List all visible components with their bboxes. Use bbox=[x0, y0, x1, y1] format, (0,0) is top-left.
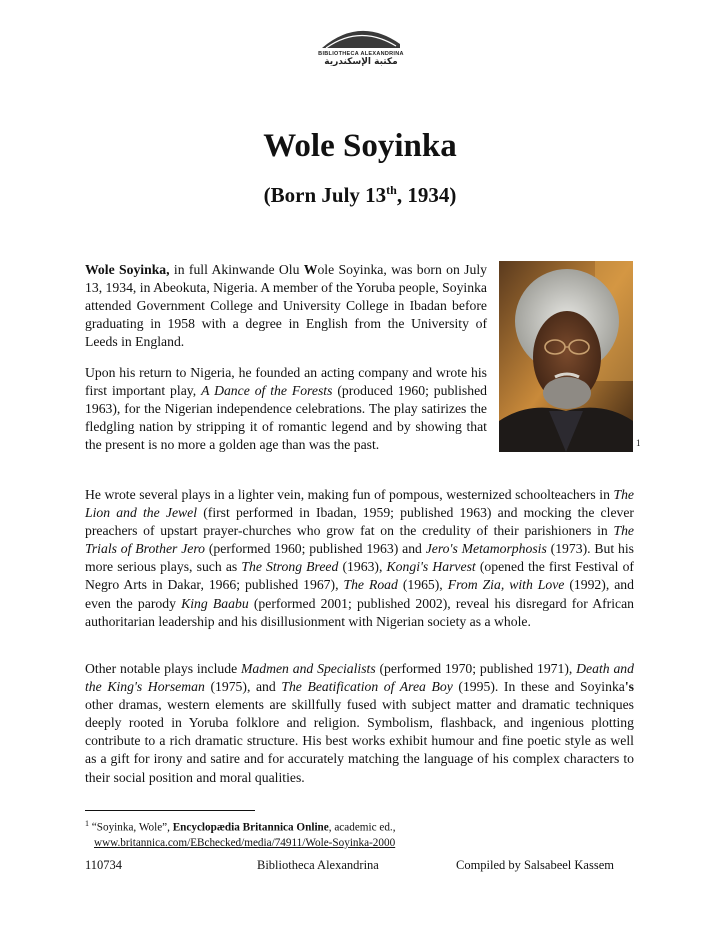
p4-text: (performed 1970; published 1971), bbox=[375, 661, 577, 676]
library-logo bbox=[296, 22, 426, 78]
footnote-link[interactable]: www.britannica.com/EBchecked/media/74911/Wole-Soyinka-2000 bbox=[94, 836, 396, 849]
p3-text: (1963), bbox=[338, 559, 387, 575]
p3-text: (performed 1960; published 1963) and bbox=[205, 541, 426, 557]
p3-text: (performed 2001; published 2002), reveal his disregard for African authoritarian leadership and his disillusionment with Nigerian society as a whole. bbox=[85, 595, 634, 629]
footnote-source: Encyclopædia Britannica Online bbox=[172, 821, 329, 834]
p2-play-title: A Dance of the Forests bbox=[201, 383, 333, 399]
p1-text-2: ole Soyinka, was born on July 13, 1934, in Abeokuta, Nigeria. A member of the Yoruba people, Soyinka attended Government College and University College in Ibadan before graduating in 1958 with a degree in English from the University of Leeds in England. bbox=[85, 262, 487, 350]
p1-bold-name: Wole Soyinka, bbox=[85, 262, 170, 277]
p3-play-title: The Trials of Brother Jero bbox=[85, 523, 634, 557]
paragraph-plays bbox=[85, 486, 634, 631]
footnote-number: 1 bbox=[85, 819, 89, 828]
p3-text: (1992), and even the parody bbox=[85, 577, 634, 611]
logo-english-text: BIBLIOTHECA ALEXANDRINA bbox=[318, 51, 404, 57]
page-title: Wole Soyinka bbox=[263, 128, 457, 164]
p4-play-title: The Beatification of Area Boy bbox=[281, 679, 453, 695]
photo-footnote-marker: 1 bbox=[636, 438, 641, 448]
footnote-text: , academic ed., bbox=[328, 821, 396, 834]
subtitle-sup: th bbox=[386, 183, 397, 197]
p2-text-2: (produced 1960; published 1963), for the Nigerian independence celebrations. The play satirizes the fledgling nation by stripping it of romantic legend and by showing that the present is no more a golden age than was the past. bbox=[85, 383, 488, 453]
footnote-divider bbox=[85, 810, 255, 811]
p4-text: Other notable plays include bbox=[85, 661, 241, 676]
p3-play-title: Jero's Metamorphosis bbox=[425, 541, 547, 557]
p3-text: He wrote several plays in a lighter vein, making fun of pompous, westernized schoolteachers in bbox=[85, 487, 614, 502]
footnote-text: “Soyinka, Wole”, bbox=[89, 821, 173, 834]
p4-play-title: Death and the King's Horseman bbox=[85, 661, 634, 695]
p1-bold-w: W bbox=[303, 262, 318, 277]
paragraph-return bbox=[85, 364, 487, 454]
p3-text: (opened the first Festival of Negro Arts in Dakar, 1966; published 1967), bbox=[85, 559, 634, 593]
p3-text: (1973). But his more serious plays, such as bbox=[85, 541, 634, 575]
p4-text: other dramas, western elements are skillfully fused with subject matter and dramatic techniques deeply rooted in Yoruba folklore and religion. Symbolism, flashback, and ingenious plotting contribute to a rich dramatic structure. His best works exhibit humour and fine poetic style as well as a gift for irony and satire and for accurately matching the language of his complex characters to their social position and moral qualities. bbox=[85, 697, 634, 785]
paragraph-notable-plays bbox=[85, 660, 634, 787]
p3-text: (1965), bbox=[397, 577, 448, 593]
subtitle-prefix: (Born July 13 bbox=[263, 183, 387, 207]
logo-disc-icon bbox=[316, 22, 406, 50]
p3-play-title: From Zia, with Love bbox=[447, 577, 565, 593]
p1-text: in full Akinwande Olu bbox=[169, 262, 304, 277]
page-subtitle bbox=[0, 183, 720, 208]
subtitle-suffix: , 1934) bbox=[396, 183, 457, 207]
p4-text: (1995). In these and Soyinka bbox=[452, 679, 625, 695]
p3-text: (first performed in Ibadan, 1959; published 1963) and mocking the clever preachers of upstart prayer-churches who grow fat on the credulity of their parishioners in bbox=[85, 505, 634, 539]
paragraph-intro bbox=[85, 261, 487, 351]
p3-play-title: The Lion and the Jewel bbox=[85, 487, 634, 521]
footer-compiler: Compiled by Salsabeel Kassem bbox=[456, 858, 614, 872]
p4-play-title: Madmen and Specialists bbox=[241, 661, 376, 676]
p4-bold: 's bbox=[624, 679, 635, 695]
footnote bbox=[85, 816, 396, 851]
footer-institution: Bibliotheca Alexandrina bbox=[257, 858, 379, 872]
p3-play-title: The Road bbox=[343, 577, 398, 593]
p3-play-title: The Strong Breed bbox=[241, 559, 339, 575]
logo-arabic-text: مكتبة الإسكندرية bbox=[324, 57, 398, 67]
p3-play-title: King Baabu bbox=[181, 595, 249, 611]
p3-play-title: Kongi's Harvest bbox=[386, 559, 476, 575]
p2-text: Upon his return to Nigeria, he founded an acting company and wrote his first important play, bbox=[85, 365, 487, 399]
p4-text: (1975), and bbox=[204, 679, 282, 695]
portrait-photo bbox=[499, 261, 633, 452]
footer-id: 110734 bbox=[85, 858, 123, 872]
